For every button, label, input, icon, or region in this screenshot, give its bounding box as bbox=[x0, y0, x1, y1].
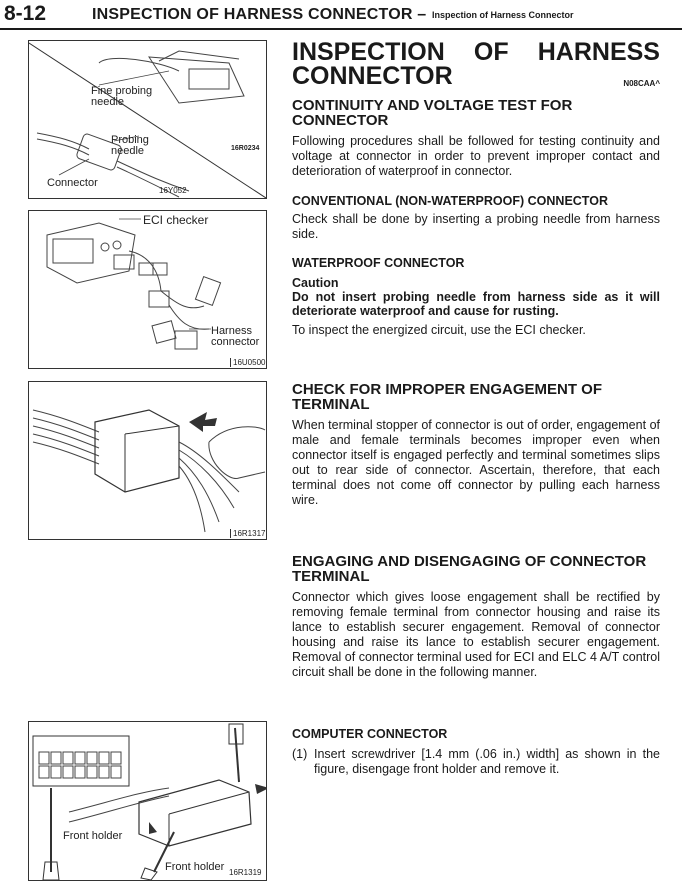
heading-continuity: CONTINUITY AND VOLTAGE TEST FOR CONNECTOR bbox=[292, 97, 573, 129]
figure-code-16u0500: 16U0500 bbox=[230, 358, 265, 367]
heading-waterproof: WATERPROOF CONNECTOR bbox=[292, 256, 465, 270]
header-title-text: INSPECTION OF HARNESS CONNECTOR bbox=[92, 6, 413, 23]
figure-code-16y052: 16Y052 bbox=[159, 186, 187, 195]
text-conventional: Check shall be done by inserting a probing needle from harness side. bbox=[292, 212, 660, 241]
figure-eci-checker bbox=[28, 210, 267, 369]
section-conventional bbox=[292, 194, 660, 242]
heading-disengaging: ENGAGING AND DISENGAGING OF CONNECTOR TERMINAL bbox=[292, 553, 647, 585]
title-word-inspection: INSPECTION bbox=[292, 38, 445, 66]
section-continuity bbox=[292, 98, 660, 179]
section-disengaging bbox=[292, 554, 660, 680]
title-word-of: OF bbox=[473, 38, 509, 66]
caution-label: Caution bbox=[292, 276, 339, 290]
step-number: (1) bbox=[292, 747, 308, 761]
figure-front-holder bbox=[28, 721, 267, 881]
heading-computer-connector: COMPUTER CONNECTOR bbox=[292, 727, 448, 741]
label-harness-connector: Harness connector bbox=[211, 325, 260, 348]
figure-code-16r0234: 16R0234 bbox=[231, 145, 260, 152]
section-waterproof bbox=[292, 256, 660, 338]
main-title-line1 bbox=[292, 40, 660, 64]
title-word-harness: HARNESS bbox=[537, 38, 660, 66]
label-connector: Connector bbox=[47, 177, 98, 189]
label-fine-probing-needle: Fine probing needle bbox=[91, 85, 153, 108]
caution-text: Do not insert probing needle from harness side as it will deteriorate waterproof and cause for rusting. bbox=[292, 290, 660, 318]
label-front-holder-bottom: Front holder bbox=[165, 861, 225, 873]
main-title-line2: CONNECTOR bbox=[292, 62, 453, 90]
label-eci-checker: ECI checker bbox=[143, 213, 209, 227]
header-separator: – bbox=[417, 6, 427, 23]
section-computer-connector bbox=[292, 727, 660, 777]
figure-terminal-engagement bbox=[28, 381, 267, 540]
text-waterproof: To inspect the energized circuit, use the ECI checker. bbox=[292, 323, 586, 337]
page-header-title bbox=[92, 6, 426, 24]
terminal-engagement-illustration bbox=[29, 382, 266, 539]
figure-probing-needle bbox=[28, 40, 267, 199]
page-header-subtitle: Inspection of Harness Connector bbox=[432, 10, 574, 20]
probing-needle-illustration bbox=[29, 41, 266, 198]
section-engagement bbox=[292, 382, 660, 508]
front-holder-illustration bbox=[29, 722, 266, 880]
main-title bbox=[292, 40, 660, 88]
page-number: 8-12 bbox=[4, 2, 47, 25]
heading-conventional: CONVENTIONAL (NON-WATERPROOF) CONNECTOR bbox=[292, 194, 608, 208]
text-engagement: When terminal stopper of connector is out of order, engagement of male and female terminals becomes improper even when connector itself is engaged perfectly and terminal sometimes slips out to rear side of connector. Ascertain, therefore, that each terminal does not come off connector by pulling each harness wire. bbox=[292, 418, 660, 507]
step-text: Insert screwdriver [1.4 mm (.06 in.) width] as shown in the figure, disengage front holder and remove it. bbox=[314, 747, 660, 776]
figure-code-16r1317: 16R1317 bbox=[230, 529, 265, 538]
figure-code-16r1319: 16R1319 bbox=[229, 868, 262, 877]
text-continuity: Following procedures shall be followed for testing continuity and voltage at connector in order to prevent improper contact and deterioration of waterproof in connector. bbox=[292, 134, 660, 178]
label-front-holder-left: Front holder bbox=[63, 830, 123, 842]
label-probing-needle: Probing needle bbox=[111, 134, 149, 157]
text-disengaging: Connector which gives loose engagement shall be rectified by removing female terminal from connector housing and raise its lance to establish securer engagement. Removal of connector housing and raise its lance to establish securer engagement. Removal of connector terminal used for ECI and ELC 4 A/T control circuit shall be done in the following manner. bbox=[292, 590, 661, 679]
header-rule bbox=[0, 28, 682, 30]
document-code: N08CAA^ bbox=[623, 79, 660, 88]
heading-engagement: CHECK FOR IMPROPER ENGAGEMENT OF TERMINAL bbox=[292, 381, 603, 413]
